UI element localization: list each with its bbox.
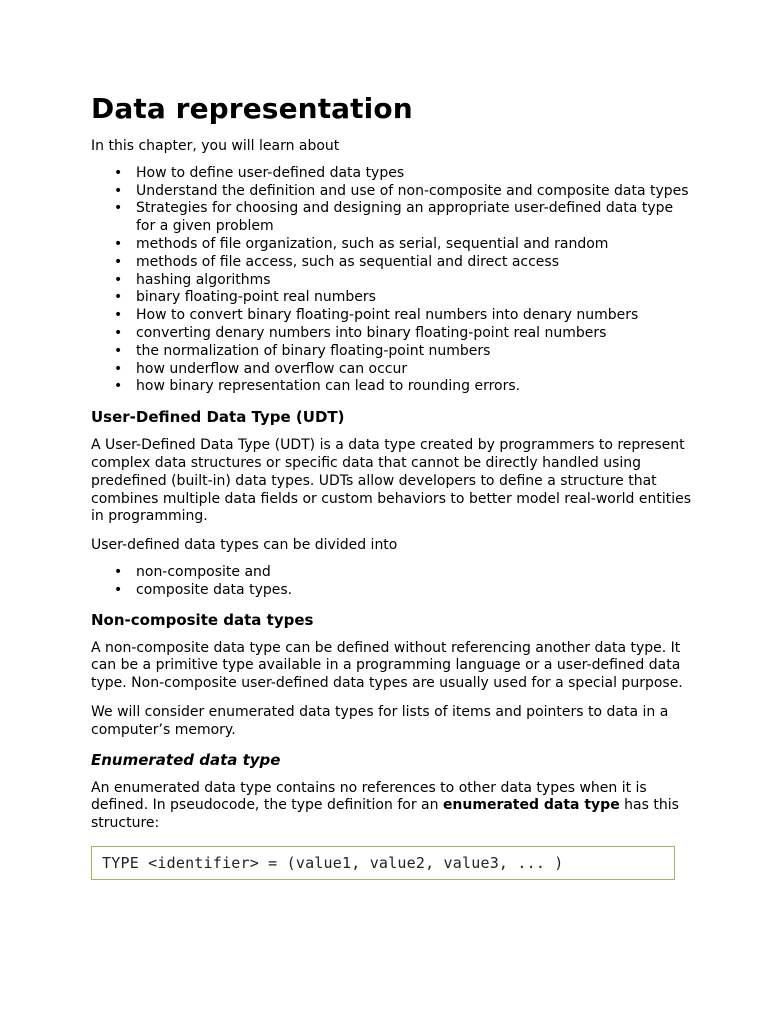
bullet-icon: • [114,307,123,324]
list-item: • methods of file access, such as sequential and direct access [114,253,560,270]
bullet-icon: • [114,271,123,288]
page-title: Data representation [91,92,413,125]
list-item: • how binary representation can lead to rounding errors. [114,378,521,395]
udt-divided-text: User-defined data types can be divided into [91,537,398,554]
bullet-icon: • [114,563,123,580]
list-item: • methods of file organization, such as serial, sequential and random [114,235,609,252]
bullet-icon: • [114,182,123,199]
section-heading-noncomposite: Non-composite data types [91,610,314,629]
bullet-icon: • [114,235,123,252]
bullet-icon: • [114,378,123,395]
bullet-icon: • [114,581,123,598]
udt-kinds-list [91,564,691,600]
noncomposite-paragraph-1: A non-composite data type can be defined without referencing another data type. It can be a primitive type available in a programming language or a user-defined data type. Non-composite user-defined data types are usually used for a special purpose. [91,639,683,692]
list-item: • binary floating-point real numbers [114,289,376,306]
enumerated-paragraph: An enumerated data type contains no references to other data types when it is defined. In pseudocode, the type definition for an enumerated data type has this structure: [91,779,679,832]
udt-paragraph: A User-Defined Data Type (UDT) is a data type created by programmers to represent complex data structures or specific data that cannot be directly handled using predefined (built-in) data types. UDTs allow developers to define a structure that combines multiple data fields or custom behaviors to better model real-world entities in programming. [91,437,692,525]
noncomposite-paragraph-2: We will consider enumerated data types for lists of items and pointers to data in a computer’s memory. [91,703,669,738]
list-item: • hashing algorithms [114,271,271,288]
bullet-icon: • [114,200,123,217]
list-item: • composite data types. [114,581,293,598]
bullet-icon: • [114,164,123,181]
bullet-icon: • [114,289,123,306]
list-item: • non-composite and [114,563,271,580]
bullet-icon: • [114,324,123,341]
list-item: • Strategies for choosing and designing an appropriate user-defined data type for a given problem [114,200,674,235]
code-block: TYPE <identifier> = (value1, value2, value3, ... ) [91,846,675,880]
bullet-icon: • [114,342,123,359]
bullet-icon: • [114,360,123,377]
bullet-icon: • [114,253,123,270]
bold-term: enumerated data type [442,797,620,814]
section-heading-enumerated: Enumerated data type [91,750,281,769]
list-item: • How to define user-defined data types [114,164,405,181]
list-item: • how underflow and overflow can occur [114,360,408,377]
document-content [91,92,691,880]
list-item: • the normalization of binary floating-point numbers [114,342,491,359]
list-item: • How to convert binary floating-point real numbers into denary numbers [114,307,639,324]
list-item: • converting denary numbers into binary floating-point real numbers [114,324,607,341]
learning-objectives-list [91,165,691,396]
section-heading-udt: User-Defined Data Type (UDT) [91,408,345,427]
intro-text: In this chapter, you will learn about [91,138,340,154]
list-item: • Understand the definition and use of non-composite and composite data types [114,182,689,199]
